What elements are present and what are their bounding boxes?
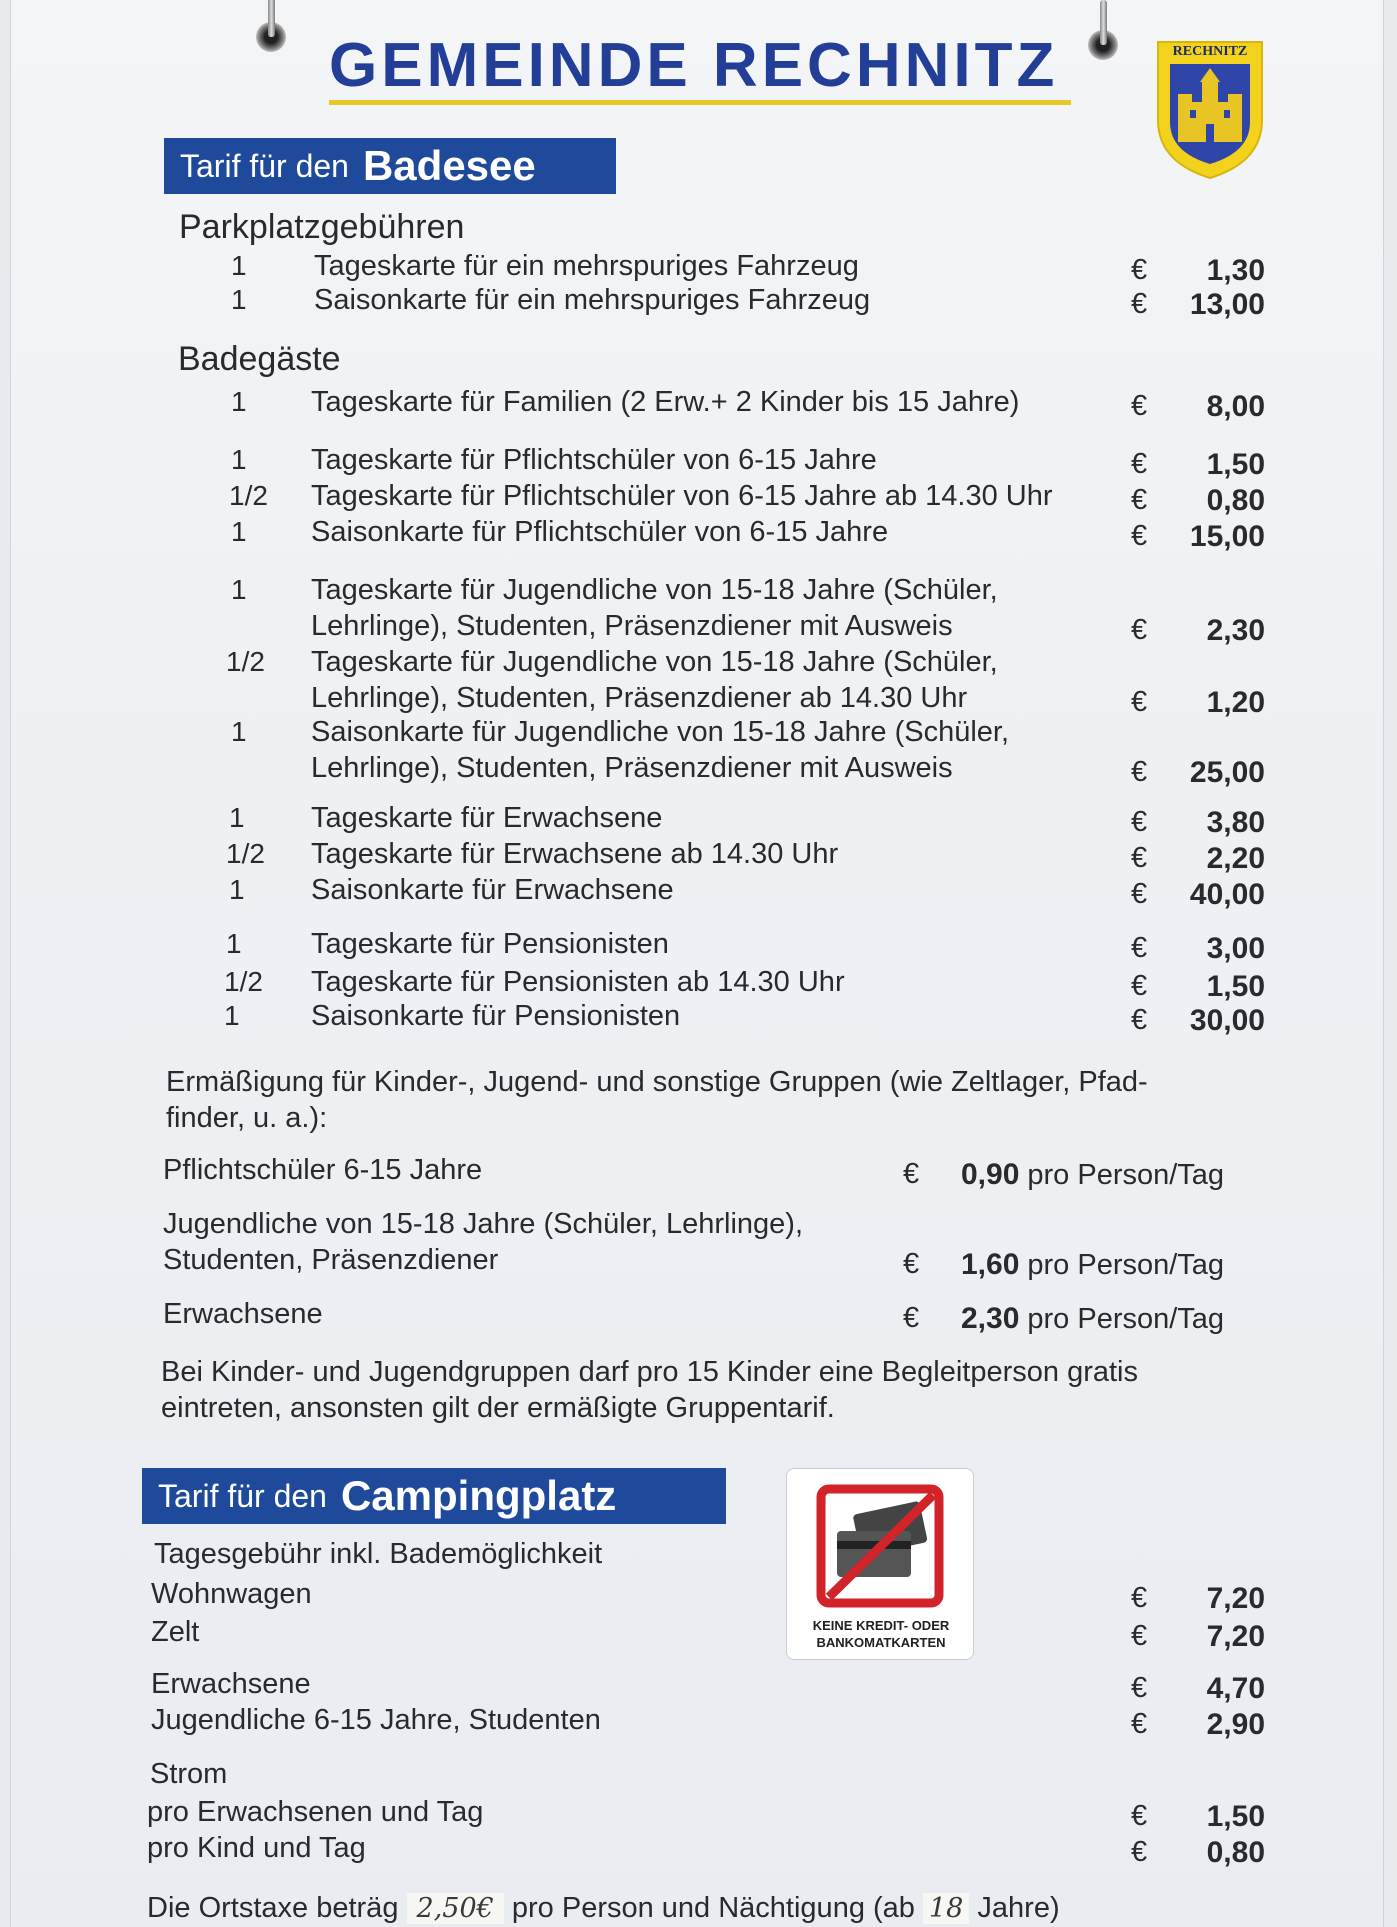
group-rate	[961, 1248, 1224, 1282]
guest-label: Lehrlinge), Studenten, Präsenzdiener ab 14.30 Uhr	[311, 682, 968, 714]
camping-daily-heading: Tagesgebühr inkl. Bademöglichkeit	[154, 1538, 603, 1570]
parking-qty: 1	[231, 250, 247, 281]
guest-qty: 1	[229, 802, 245, 833]
tourist-tax-text-b: pro Person und Nächtigung (ab	[511, 1892, 915, 1924]
guest-qty: 1	[231, 574, 247, 605]
group-label: Pflichtschüler 6-15 Jahre	[163, 1154, 483, 1186]
power-label: pro Erwachsenen und Tag	[147, 1796, 484, 1828]
tourist-tax-handwritten-amount: 2,50€	[407, 1893, 504, 1924]
guest-price: 15,00	[1189, 520, 1265, 553]
group-note-line-2: eintreten, ansonsten gilt der ermäßigte Gruppentarif.	[161, 1392, 835, 1424]
camping-label: Zelt	[151, 1616, 200, 1648]
guest-qty: 1	[231, 716, 247, 747]
parking-price: 1,30	[1206, 254, 1265, 287]
tourist-tax-text-a: Die Ortstaxe beträg	[147, 1892, 399, 1924]
group-price: 2,30	[961, 1302, 1020, 1335]
group-currency: €	[903, 1158, 920, 1190]
group-note	[161, 1354, 1138, 1426]
guest-price: 40,00	[1189, 878, 1265, 911]
guest-label: Tageskarte für Pensionisten ab 14.30 Uhr	[311, 966, 845, 998]
camping-label: Wohnwagen	[151, 1578, 312, 1610]
discount-intro-line-2: finder, u. a.):	[166, 1102, 328, 1134]
guest-price: 30,00	[1189, 1004, 1265, 1037]
camping-price: 7,20	[1206, 1582, 1265, 1615]
group-label: Erwachsene	[163, 1298, 323, 1330]
guest-qty: 1	[231, 386, 247, 417]
guest-price: 0,80	[1206, 484, 1265, 517]
guest-label: Tageskarte für Erwachsene	[311, 802, 663, 834]
guest-currency: €	[1131, 614, 1148, 646]
crest-label: RECHNITZ	[1172, 44, 1248, 59]
guest-label: Tageskarte für Erwachsene ab 14.30 Uhr	[311, 838, 839, 870]
guest-currency: €	[1131, 686, 1148, 718]
camping-currency: €	[1131, 1620, 1148, 1652]
no-card-label	[787, 1617, 975, 1651]
camping-label: Erwachsene	[151, 1668, 311, 1700]
parking-label: Tageskarte für ein mehrspuriges Fahrzeug	[314, 250, 859, 282]
camping-price: 4,70	[1206, 1672, 1265, 1705]
group-rate	[961, 1158, 1224, 1192]
guest-label: Saisonkarte für Jugendliche von 15-18 Jahre (Schüler,	[311, 716, 1010, 748]
guest-label: Tageskarte für Familien (2 Erw.+ 2 Kinder bis 15 Jahre)	[311, 386, 1020, 418]
parking-currency: €	[1131, 288, 1148, 320]
guest-label: Tageskarte für Jugendliche von 15-18 Jahre (Schüler,	[311, 574, 998, 606]
guest-label: Lehrlinge), Studenten, Präsenzdiener mit Ausweis	[311, 610, 953, 642]
guest-label: Lehrlinge), Studenten, Präsenzdiener mit Ausweis	[311, 752, 953, 784]
guest-price: 3,80	[1206, 806, 1265, 839]
badesee-band	[164, 138, 616, 194]
guest-currency: €	[1131, 756, 1148, 788]
title-underline	[329, 100, 1071, 105]
no-card-notice	[786, 1468, 974, 1660]
power-price: 1,50	[1206, 1800, 1265, 1833]
guest-qty: 1/2	[229, 480, 268, 511]
price-sign	[10, 0, 1384, 1927]
group-currency: €	[903, 1248, 920, 1280]
camping-band	[142, 1468, 726, 1524]
guest-price: 1,20	[1206, 686, 1265, 719]
no-credit-card-icon	[787, 1469, 975, 1619]
hanging-hook-left	[256, 22, 286, 52]
no-card-label-line-2: BANKOMATKARTEN	[816, 1635, 946, 1650]
guest-price: 25,00	[1189, 756, 1265, 789]
camping-currency: €	[1131, 1708, 1148, 1740]
group-currency: €	[903, 1302, 920, 1334]
guest-currency: €	[1131, 932, 1148, 964]
group-price: 1,60	[961, 1248, 1020, 1281]
power-price: 0,80	[1206, 1836, 1265, 1869]
camping-label: Jugendliche 6-15 Jahre, Studenten	[151, 1704, 601, 1736]
guest-label: Saisonkarte für Pensionisten	[311, 1000, 681, 1032]
tourist-tax-note	[147, 1892, 1060, 1925]
group-rate	[961, 1302, 1224, 1336]
guest-qty: 1	[229, 874, 245, 905]
tourist-tax-handwritten-age: 18	[923, 1893, 969, 1924]
guest-currency: €	[1131, 390, 1148, 422]
group-unit: pro Person/Tag	[1027, 1249, 1225, 1281]
discount-intro	[166, 1064, 1148, 1136]
guest-label: Tageskarte für Jugendliche von 15-18 Jahre (Schüler,	[311, 646, 998, 678]
group-note-line-1: Bei Kinder- und Jugendgruppen darf pro 15 Kinder eine Begleitperson gratis	[161, 1356, 1138, 1388]
guest-currency: €	[1131, 448, 1148, 480]
guest-label: Saisonkarte für Pflichtschüler von 6-15 Jahre	[311, 516, 889, 548]
power-currency: €	[1131, 1836, 1148, 1868]
guest-qty: 1	[224, 1000, 240, 1031]
guest-price: 3,00	[1206, 932, 1265, 965]
camping-price: 2,90	[1206, 1708, 1265, 1741]
guest-qty: 1	[226, 928, 242, 959]
group-price: 0,90	[961, 1158, 1020, 1191]
camping-currency: €	[1131, 1582, 1148, 1614]
guest-qty: 1/2	[224, 966, 263, 997]
group-label: Studenten, Präsenzdiener	[163, 1244, 499, 1276]
hanging-hook-right	[1088, 30, 1118, 60]
power-currency: €	[1131, 1800, 1148, 1832]
parking-qty: 1	[231, 284, 247, 315]
guest-currency: €	[1131, 806, 1148, 838]
guest-currency: €	[1131, 842, 1148, 874]
guest-currency: €	[1131, 520, 1148, 552]
guests-heading: Badegäste	[178, 340, 341, 378]
guest-label: Tageskarte für Pflichtschüler von 6-15 Jahre ab 14.30 Uhr	[311, 480, 1053, 512]
group-unit: pro Person/Tag	[1027, 1303, 1225, 1335]
parking-heading: Parkplatzgebühren	[179, 208, 465, 246]
guest-label: Tageskarte für Pensionisten	[311, 928, 669, 960]
badesee-band-title: Badesee	[362, 142, 536, 189]
no-card-label-line-1: KEINE KREDIT- ODER	[812, 1618, 950, 1633]
guest-qty: 1	[231, 444, 247, 475]
guest-qty: 1/2	[226, 646, 265, 677]
power-heading: Strom	[150, 1758, 228, 1790]
parking-price: 13,00	[1189, 288, 1265, 321]
guest-currency: €	[1131, 970, 1148, 1002]
guest-currency: €	[1131, 1004, 1148, 1036]
camping-currency: €	[1131, 1672, 1148, 1704]
camping-price: 7,20	[1206, 1620, 1265, 1653]
camping-band-prefix: Tarif für den	[158, 1477, 327, 1514]
guest-price: 2,20	[1206, 842, 1265, 875]
camping-band-title: Campingplatz	[340, 1472, 617, 1519]
page-title: GEMEINDE RECHNITZ	[329, 31, 1059, 100]
group-label: Jugendliche von 15-18 Jahre (Schüler, Lehrlinge),	[163, 1208, 804, 1240]
badesee-band-prefix: Tarif für den	[180, 147, 349, 184]
guest-price: 1,50	[1206, 970, 1265, 1003]
group-unit: pro Person/Tag	[1027, 1159, 1225, 1191]
guest-currency: €	[1131, 484, 1148, 516]
guest-price: 2,30	[1206, 614, 1265, 647]
coat-of-arms-icon	[1154, 40, 1266, 180]
guest-label: Tageskarte für Pflichtschüler von 6-15 Jahre	[311, 444, 877, 476]
tourist-tax-text-c: Jahre)	[977, 1892, 1060, 1924]
guest-price: 8,00	[1206, 390, 1265, 423]
guest-label: Saisonkarte für Erwachsene	[311, 874, 674, 906]
guest-qty: 1	[231, 516, 247, 547]
guest-currency: €	[1131, 878, 1148, 910]
guest-price: 1,50	[1206, 448, 1265, 481]
power-label: pro Kind und Tag	[147, 1832, 366, 1864]
discount-intro-line-1: Ermäßigung für Kinder-, Jugend- und sonstige Gruppen (wie Zeltlager, Pfad-	[166, 1066, 1148, 1098]
guest-qty: 1/2	[226, 838, 265, 869]
parking-currency: €	[1131, 254, 1148, 286]
parking-label: Saisonkarte für ein mehrspuriges Fahrzeug	[314, 284, 871, 316]
